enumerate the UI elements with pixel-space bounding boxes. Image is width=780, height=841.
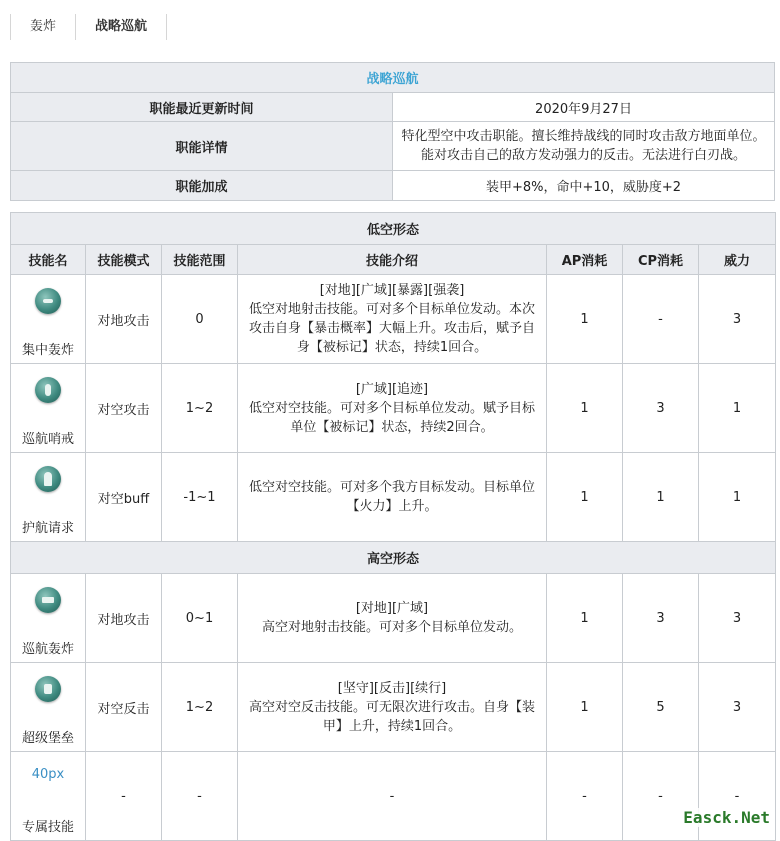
- header-power: 威力: [699, 245, 776, 275]
- skill-cp: 3: [623, 574, 699, 663]
- skills-table: [10, 212, 776, 841]
- skill-intro: [238, 275, 547, 364]
- tab-bombing[interactable]: 轰炸: [10, 14, 75, 40]
- skill-description: 高空对空反击技能。可无限次进行攻击。自身【装甲】上升，持续1回合。: [248, 699, 535, 734]
- patrol-icon: [35, 377, 61, 403]
- skill-mode: 对地攻击: [86, 275, 162, 364]
- cruise-bomb-icon: [35, 587, 61, 613]
- skill-range: 1~2: [162, 663, 238, 752]
- skill-power: 1: [699, 364, 776, 453]
- skill-mode: 对地攻击: [86, 574, 162, 663]
- skill-mode: 对空攻击: [86, 364, 162, 453]
- header-skill-intro: 技能介绍: [238, 245, 547, 275]
- skill-description: 低空对空技能。可对多个我方目标发动。目标单位【火力】上升。: [248, 480, 535, 514]
- skill-name-cell: [11, 574, 86, 663]
- section-title-low-altitude: 低空形态: [11, 213, 776, 245]
- skill-ap: 1: [547, 275, 623, 364]
- header-skill-name: 技能名: [11, 245, 86, 275]
- skill-name-cell: [11, 453, 86, 542]
- skill-range: 1~2: [162, 364, 238, 453]
- skill-power: 3: [699, 574, 776, 663]
- info-label-bonus: 职能加成: [11, 171, 393, 201]
- header-skill-range: 技能范围: [162, 245, 238, 275]
- skill-intro: -: [238, 752, 547, 841]
- skill-power: 3: [699, 663, 776, 752]
- watermark: Easck.Net: [683, 808, 770, 827]
- skill-name-cell: [11, 275, 86, 364]
- skill-mode: -: [86, 752, 162, 841]
- info-value-details: 特化型空中攻击职能。擅长维持战线的同时攻击敌方地面单位。能对攻击自己的敌方发动强力的反击。无法进行白刃战。: [393, 122, 775, 171]
- skill-name-cell: [11, 752, 86, 841]
- bomb-target-icon: [35, 288, 61, 314]
- role-title: 战略巡航: [11, 63, 775, 93]
- info-label-update-time: 职能最近更新时间: [11, 93, 393, 122]
- skill-tags: [对地][广域][暴露][强袭]: [319, 283, 465, 298]
- skill-range: 0~1: [162, 574, 238, 663]
- tab-bar: [10, 14, 167, 40]
- skill-range: -: [162, 752, 238, 841]
- skill-description: 低空对空技能。可对多个目标单位发动。赋予目标单位【被标记】状态，持续2回合。: [248, 400, 535, 435]
- skill-power: -: [699, 752, 776, 841]
- skill-power: 3: [699, 275, 776, 364]
- skill-name: 护航请求: [21, 521, 74, 536]
- skill-ap: 1: [547, 453, 623, 542]
- skill-tags: [对地][广域]: [355, 601, 429, 616]
- skill-name: 超级堡垒: [21, 731, 74, 746]
- skill-name: 专属技能: [21, 820, 74, 835]
- skill-cp: -: [623, 275, 699, 364]
- table-row: [11, 453, 776, 542]
- skill-ap: 1: [547, 663, 623, 752]
- escort-request-icon: [35, 466, 61, 492]
- role-info-table: [10, 62, 775, 201]
- table-row: [11, 275, 776, 364]
- skill-mode: 对空buff: [86, 453, 162, 542]
- skill-name: 巡航哨戒: [21, 432, 74, 447]
- skill-tags: [广域][追迹]: [355, 381, 429, 397]
- skill-name: 集中轰炸: [21, 343, 74, 358]
- broken-image-text[interactable]: 40px: [31, 767, 65, 782]
- skill-range: 0: [162, 275, 238, 364]
- skill-name-cell: [11, 364, 86, 453]
- skill-range: -1~1: [162, 453, 238, 542]
- skill-ap: 1: [547, 574, 623, 663]
- tab-strategic-cruise[interactable]: 战略巡航: [75, 14, 167, 40]
- skill-cp: 1: [623, 453, 699, 542]
- header-cp-cost: CP消耗: [623, 245, 699, 275]
- header-skill-mode: 技能模式: [86, 245, 162, 275]
- fortress-icon: [35, 676, 61, 702]
- info-value-bonus: 装甲+8%，命中+10，威胁度+2: [393, 171, 775, 201]
- table-row: [11, 574, 776, 663]
- section-title-high-altitude: 高空形态: [11, 542, 776, 574]
- skill-power: 1: [699, 453, 776, 542]
- skill-cp: -: [623, 752, 699, 841]
- skill-cp: 5: [623, 663, 699, 752]
- skill-intro: [238, 364, 547, 453]
- skill-name: 巡航轰炸: [21, 642, 74, 657]
- info-label-details: 职能详情: [11, 122, 393, 171]
- info-value-update-time: 2020年9月27日: [393, 93, 775, 122]
- skill-description: 高空对地射击技能。可对多个目标单位发动。: [261, 620, 522, 635]
- skill-tags: [坚守][反击][续行]: [337, 680, 447, 696]
- skill-intro: [238, 574, 547, 663]
- skill-ap: 1: [547, 364, 623, 453]
- skill-intro: [238, 453, 547, 542]
- skill-mode: 对空反击: [86, 663, 162, 752]
- skill-cp: 3: [623, 364, 699, 453]
- table-row: [11, 364, 776, 453]
- skill-name-cell: [11, 663, 86, 752]
- skill-ap: -: [547, 752, 623, 841]
- skill-intro: [238, 663, 547, 752]
- header-ap-cost: AP消耗: [547, 245, 623, 275]
- skill-description: 低空对地射击技能。可对多个目标单位发动。本次攻击自身【暴击概率】大幅上升。攻击后，赋予自身【被标记】状态，持续1回合。: [248, 302, 535, 355]
- table-row: [11, 663, 776, 752]
- table-row: [11, 752, 776, 841]
